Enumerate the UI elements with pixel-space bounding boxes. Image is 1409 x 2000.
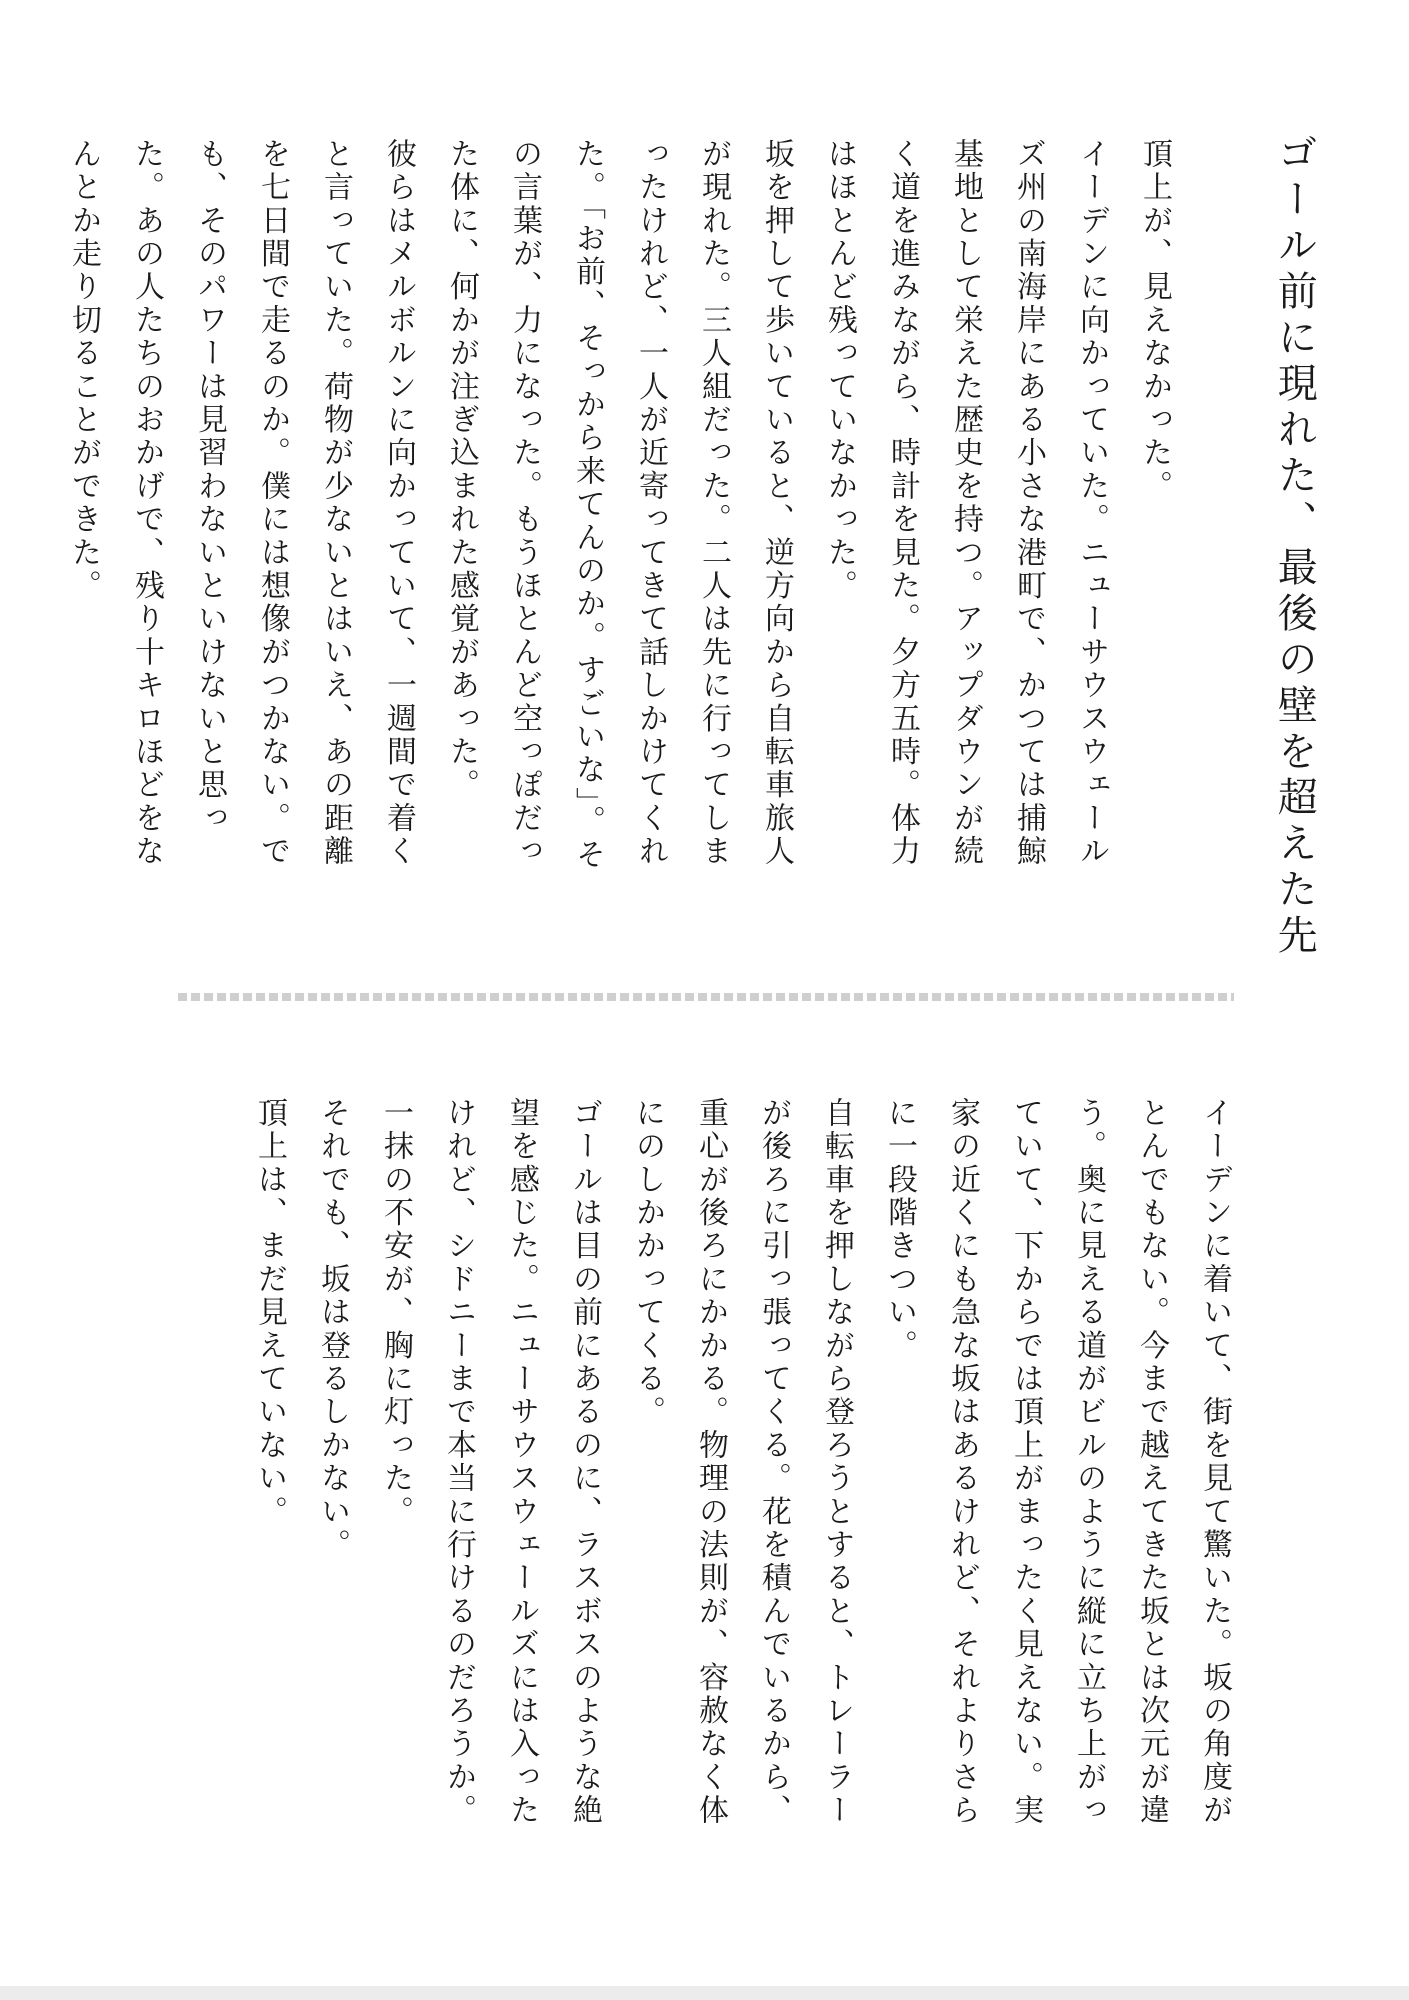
text-line: た。「お前、そっから来てんのか。すごいな」。そ bbox=[570, 138, 605, 872]
text-line: けれど、シドニーまで本当に行けるのだろうか。 bbox=[441, 1097, 476, 1828]
text-line: ったけれど、一人が近寄ってきて話しかけてくれ bbox=[633, 138, 668, 869]
text-line: 頂上は、まだ見えていない。 bbox=[252, 1097, 287, 1529]
text-line: が後ろに引っ張ってくる。花を積んでいるから、 bbox=[756, 1097, 791, 1828]
text-line: 一抹の不安が、胸に灯った。 bbox=[378, 1097, 413, 1529]
text-line: も、そのパワーは見習わないといけないと思っ bbox=[192, 138, 227, 836]
text-line: 彼らはメルボルンに向かっていて、一週間で着く bbox=[381, 138, 416, 869]
section-1-text bbox=[35, 138, 1172, 872]
text-line: 坂を押して歩いていると、逆方向から自転車旅人 bbox=[759, 138, 794, 869]
text-line: く道を進みながら、時計を見た。夕方五時。体力 bbox=[885, 138, 920, 869]
section-divider bbox=[178, 993, 1234, 1001]
text-line: と言っていた。荷物が少ないとはいえ、あの距離 bbox=[318, 138, 353, 869]
text-line: ゴールは目の前にあるのに、ラスボスのような絶 bbox=[567, 1097, 602, 1828]
text-line: イーデンに着いて、街を見て驚いた。坂の角度が bbox=[1197, 1097, 1232, 1828]
page-title: ゴール前に現れた、最後の壁を超えた先 bbox=[1271, 132, 1318, 960]
text-line: う。奥に見える道がビルのように縦に立ち上がっ bbox=[1071, 1097, 1106, 1828]
text-line: に一段階きつい。 bbox=[882, 1097, 917, 1363]
text-line: 頂上が、見えなかった。 bbox=[1137, 138, 1172, 504]
text-line: 基地として栄えた歴史を持つ。アップダウンが続 bbox=[948, 138, 983, 869]
text-line: 自転車を押しながら登ろうとすると、トレーラー bbox=[819, 1097, 854, 1828]
text-line: を七日間で走るのか。僕には想像がつかない。で bbox=[255, 138, 290, 869]
text-line: ていて、下からでは頂上がまったく見えない。実 bbox=[1008, 1097, 1043, 1828]
text-line: が現れた。三人組だった。二人は先に行ってしま bbox=[696, 138, 731, 869]
text-line: た体に、何かが注ぎ込まれた感覚があった。 bbox=[444, 138, 479, 802]
text-line: の言葉が、力になった。もうほとんど空っぽだっ bbox=[507, 138, 542, 869]
text-line: 望を感じた。ニューサウスウェールズには入った bbox=[504, 1097, 539, 1828]
text-line: とんでもない。今まで越えてきた坂とは次元が違 bbox=[1134, 1097, 1169, 1828]
text-line: ズ州の南海岸にある小さな港町で、かつては捕鯨 bbox=[1011, 138, 1046, 869]
text-line: んとか走り切ることができた。 bbox=[66, 138, 101, 603]
section-2-text bbox=[221, 1097, 1232, 1828]
text-line: 家の近くにも急な坂はあるけれど、それよりさら bbox=[945, 1097, 980, 1828]
text-line: た。あの人たちのおかげで、残り十キロほどをな bbox=[129, 138, 164, 869]
text-line: それでも、坂は登るしかない。 bbox=[315, 1097, 350, 1562]
text-line: 重心が後ろにかかる。物理の法則が、容赦なく体 bbox=[693, 1097, 728, 1828]
text-line: にのしかかってくる。 bbox=[630, 1097, 665, 1429]
text-line: はほとんど残っていなかった。 bbox=[822, 138, 857, 603]
text-line: イーデンに向かっていた。ニューサウスウェール bbox=[1074, 138, 1109, 869]
page-bottom-edge bbox=[0, 1986, 1409, 2000]
